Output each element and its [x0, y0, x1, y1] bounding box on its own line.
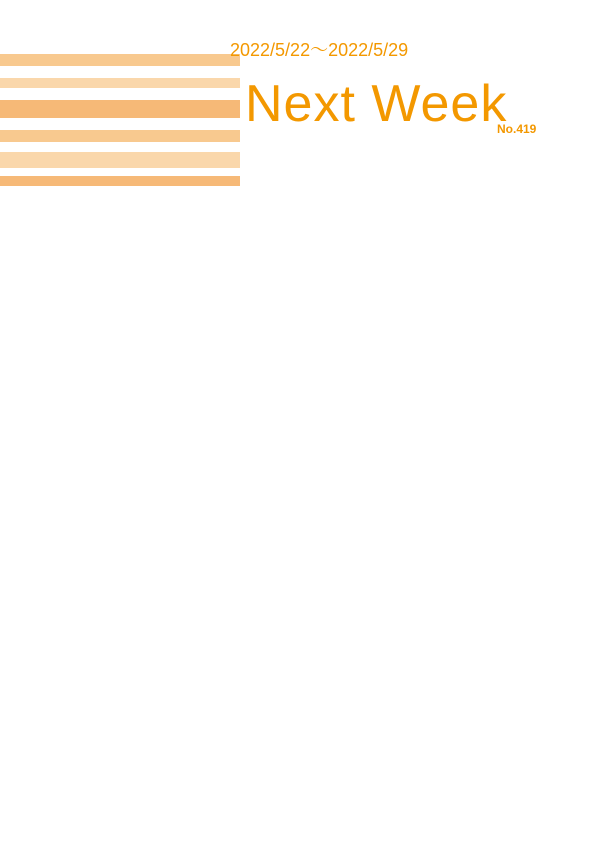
issue-number: No.419	[497, 122, 537, 136]
newsletter-title: Next Week	[245, 75, 508, 133]
date-range: 2022/5/22～2022/5/29	[230, 40, 409, 60]
